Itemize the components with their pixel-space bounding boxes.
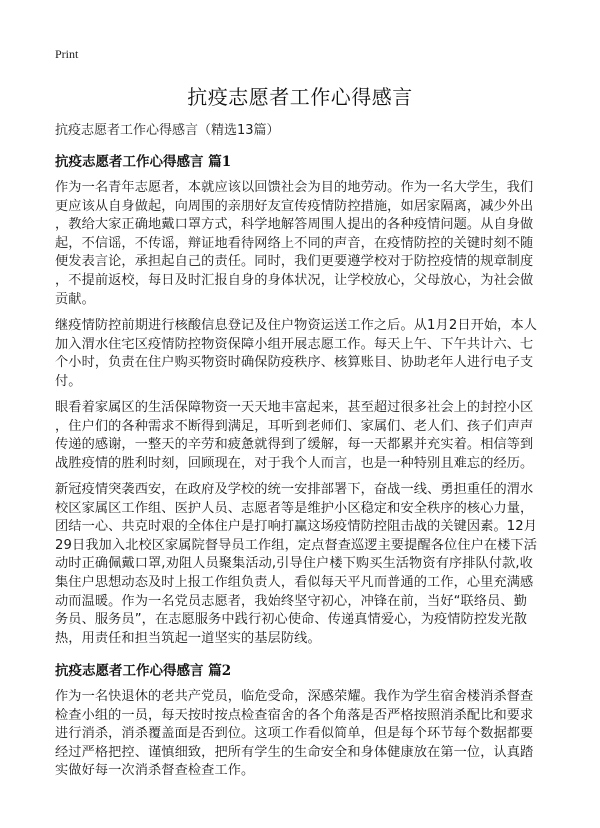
text-line: 进行消杀，消杀覆盖面是否到位。这项工作看似简单，但是每个环节每个数据都要: [55, 726, 534, 742]
text-line: 校区家属区工作组、医护人员、志愿者等是维护小区稳定和安全秩序的核心力量，: [55, 500, 534, 516]
text-line: 传递的感谢，一整天的辛劳和疲惫就得到了缓解，每一天都累并充实着。相信等到: [55, 437, 534, 453]
print-label[interactable]: Print: [55, 47, 79, 61]
paragraph-1-3: [55, 399, 545, 473]
text-line: 29日我加入北校区家属院督导员工作组，定点督查巡逻主要提醒各位住户在楼下活: [55, 537, 538, 553]
paragraph-1-1: [55, 179, 545, 309]
text-line: 经过严格把控、谨慎细致，把所有学生的生命安全和身体健康放在第一位，认真踏: [55, 744, 534, 760]
text-line: 团结一心、共克时艰的全体住户是打响打赢这场疫情防控阻击战的关键因素。12月: [55, 519, 538, 535]
document-title: 抗疫志愿者工作心得感言: [187, 85, 413, 109]
text-line: 个小时，负责在住户购买物资时确保防疫秩序、核算账目、协助老年人进行电子支: [55, 355, 534, 371]
text-line: 付。: [55, 373, 82, 389]
document-subtitle: 抗疫志愿者工作心得感言（精选13篇）: [55, 123, 280, 138]
text-line: 战胜疫情的胜利时刻，回顾现在，对于我个人而言，也是一种特别且难忘的经历。: [55, 455, 534, 471]
text-line: 动时正确佩戴口罩,劝阻人员聚集活动,引导住户楼下购买生活物资有序排队付款,收: [55, 556, 533, 572]
section-heading-1: 抗疫志愿者工作心得感言 篇1: [55, 154, 232, 170]
text-line: 动而温暖。作为一名党员志愿者，我始终坚守初心，冲锋在前，当好“联络员、勤: [55, 593, 527, 609]
text-line: ，住户们的各种需求不断得到满足，耳听到老师们、家属们、老人们、孩子们声声: [55, 418, 534, 434]
text-line: 起，不信谣，不传谣，辩证地看待网络上不同的声音，在疫情防控的关键时刻不随: [55, 235, 534, 251]
text-line: 集住户思想动态及时上报工作组负责人，看似每天平凡而普通的工作，心里充满感: [55, 574, 534, 590]
text-line: 热，用责任和担当筑起一道坚实的基层防线。: [55, 630, 321, 646]
text-line: 作为一名青年志愿者，本就应该以回馈社会为目的地劳动。作为一名大学生，我们: [55, 180, 534, 195]
text-line: 务员、服务员”，在志愿服务中践行初心使命、传递真情爱心，为疫情防控发光散: [55, 612, 527, 628]
text-line: 作为一名快退休的老共产党员，临危受命，深感荣耀。我作为学生宿舍楼消杀督查: [55, 689, 534, 704]
text-line: 更应该从自身做起，向周围的亲朋好友宣传疫情防控措施，如居家隔离，减少外出: [55, 198, 534, 214]
text-line: 新冠疫情突袭西安，在政府及学校的统一安排部署下，奋战一线、勇担重任的渭水: [55, 482, 534, 497]
text-line: 便发表言论，承担起自己的责任。同时，我们更要遵学校对于防控疫情的规章制度: [55, 254, 534, 270]
section-heading-2: 抗疫志愿者工作心得感言 篇2: [55, 663, 232, 679]
paragraph-2-1: [55, 688, 545, 781]
text-line: 继疫情防控前期进行核酸信息登记及住户物资运送工作之后。从1月2日开始，本人: [55, 318, 538, 333]
text-line: ，教给大家正确地戴口罩方式，科学地解答周围人提出的各种疫情问题。从自身做: [55, 217, 534, 233]
text-line: 加入渭水住宅区疫情防控物资保障小组开展志愿工作。每天上午、下午共计六、七: [55, 336, 534, 352]
text-line: 贡献。: [55, 291, 95, 307]
text-line: 实做好每一次消杀督查检查工作。: [55, 763, 255, 779]
text-line: 眼看着家属区的生活保障物资一天天地丰富起来，甚至超过很多社会上的封控小区: [55, 400, 534, 415]
text-line: 检查小组的一员，每天按时按点检查宿舍的各个角落是否严格按照消杀配比和要求: [55, 707, 534, 723]
paragraph-1-4: [55, 481, 545, 648]
text-line: ，不提前返校，每日及时汇报自身的身体状况，让学校放心，父母放心，为社会做: [55, 272, 534, 288]
paragraph-1-2: [55, 317, 545, 391]
